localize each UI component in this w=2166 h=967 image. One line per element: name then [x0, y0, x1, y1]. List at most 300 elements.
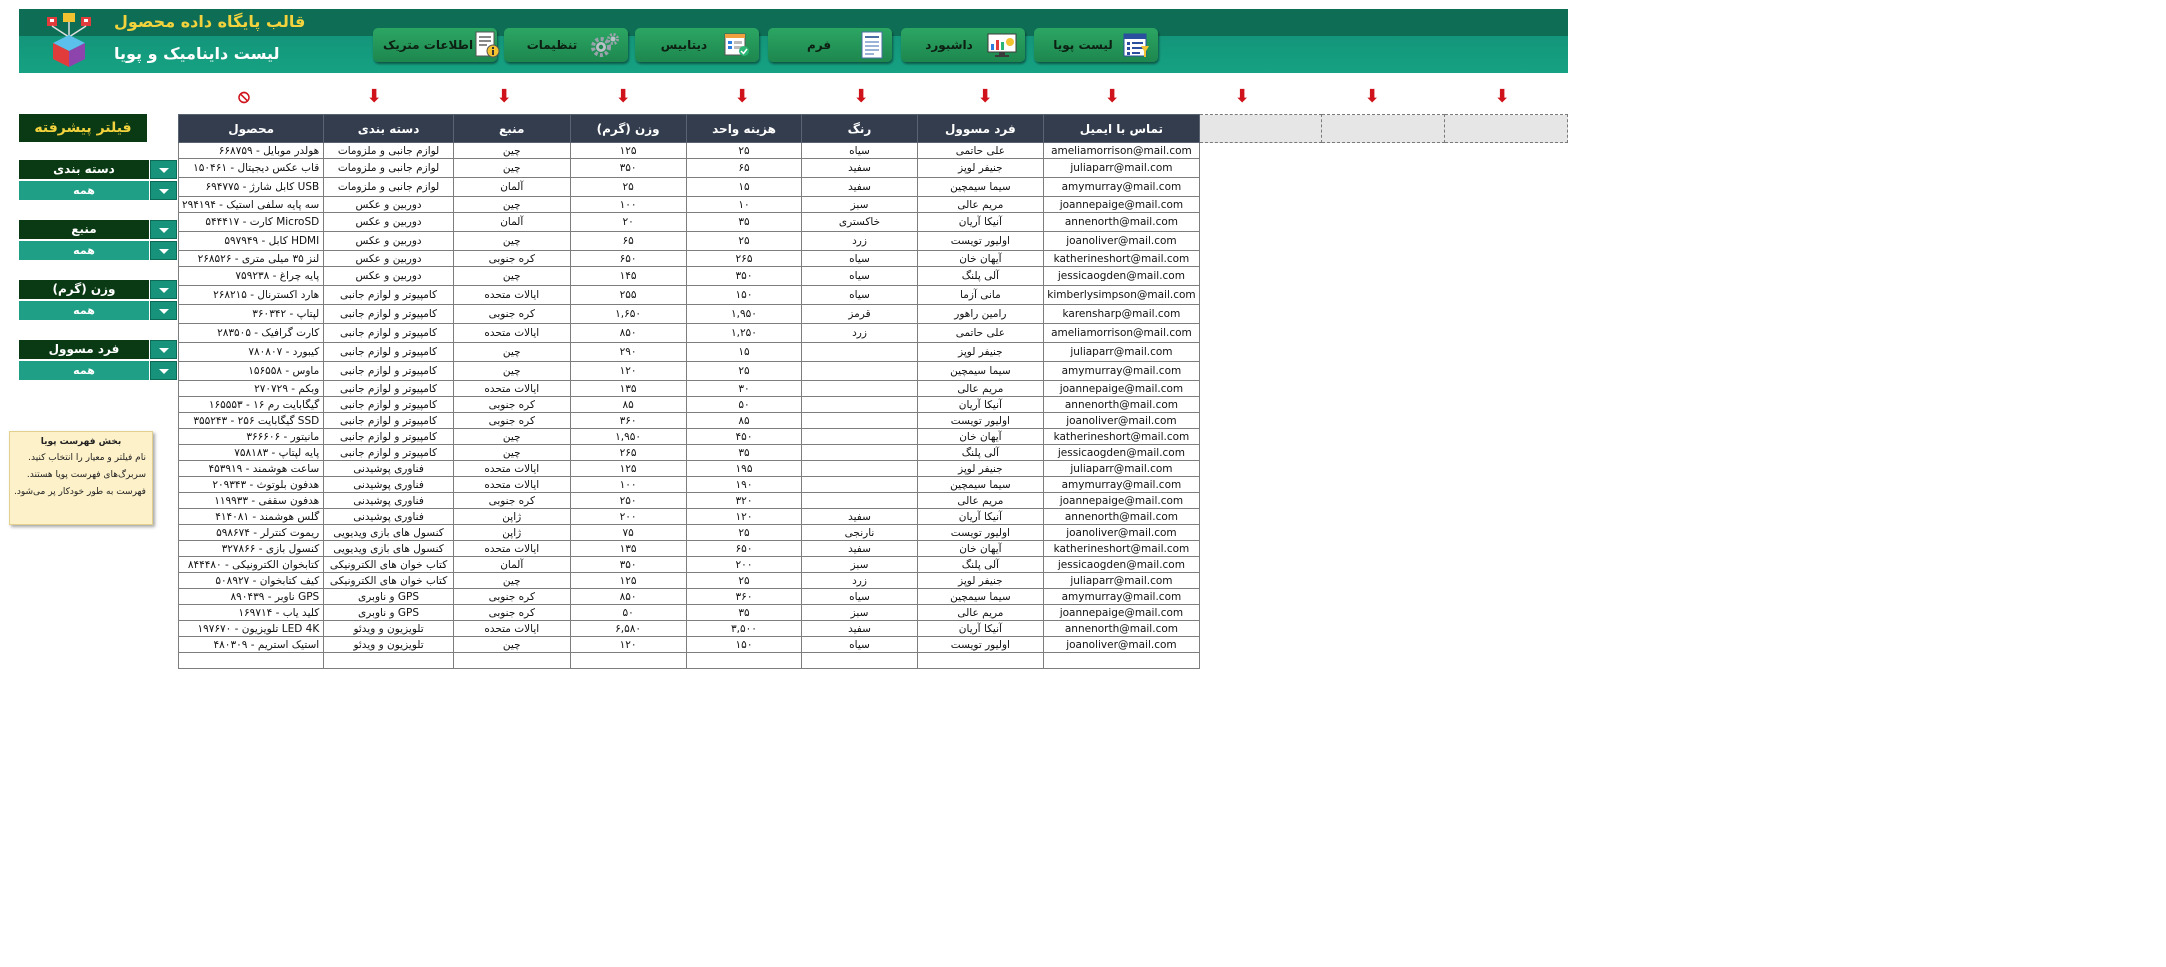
nav-button-dynamic-list[interactable] — [1034, 28, 1158, 62]
cell-email[interactable]: juliaparr@mail.com — [1044, 573, 1199, 589]
cell-owner[interactable]: مریم عالی — [917, 381, 1044, 397]
cell-email[interactable]: jessicaogden@mail.com — [1044, 445, 1199, 461]
table-row[interactable] — [179, 305, 1568, 324]
cell-source[interactable]: آلمان — [453, 178, 570, 197]
column-header-unit-cost[interactable]: هزینه واحد — [686, 115, 802, 143]
cell-source[interactable]: کره جنوبی — [453, 305, 570, 324]
cell-weight[interactable]: ۱۳۵ — [570, 381, 686, 397]
table-row[interactable] — [179, 429, 1568, 445]
cell-category[interactable]: GPS و ناوبری — [324, 605, 454, 621]
cell-color[interactable] — [802, 343, 917, 362]
cell-product[interactable]: لپتاپ - ۳۶۰۳۴۲ — [179, 305, 324, 324]
table-row[interactable] — [179, 477, 1568, 493]
cell-weight[interactable]: ۲۰ — [570, 213, 686, 232]
cell-source[interactable]: کره جنوبی — [453, 605, 570, 621]
filter-label-dropdown[interactable] — [150, 340, 177, 359]
cell-weight[interactable]: ۳۵۰ — [570, 557, 686, 573]
cell-unit-cost[interactable]: ۳۵۰ — [686, 267, 802, 286]
cell-weight[interactable]: ۶۵۰ — [570, 251, 686, 267]
cell-product[interactable]: کنسول بازی - ۳۲۷۸۶۶ — [179, 541, 324, 557]
table-row[interactable] — [179, 525, 1568, 541]
cell-owner[interactable]: آیهان خان — [917, 429, 1044, 445]
cell-category[interactable]: کنسول های بازی ویدیویی — [324, 525, 454, 541]
cell-owner[interactable]: جنیفر لوپز — [917, 159, 1044, 178]
cell-product[interactable]: ساعت هوشمند - ۴۵۳۹۱۹ — [179, 461, 324, 477]
cell-weight[interactable]: ۵۰ — [570, 605, 686, 621]
cell-email[interactable]: joannepaige@mail.com — [1044, 605, 1199, 621]
cell-category[interactable]: لوازم جانبی و ملزومات — [324, 143, 454, 159]
cell-product[interactable]: GPS ناوبر - ۸۹۰۴۳۹ — [179, 589, 324, 605]
cell-unit-cost[interactable]: ۱,۹۵۰ — [686, 305, 802, 324]
cell-owner[interactable]: جنیفر لوپز — [917, 573, 1044, 589]
cell-owner[interactable]: اولیور تویست — [917, 232, 1044, 251]
cell-email[interactable]: joannepaige@mail.com — [1044, 381, 1199, 397]
cell-source[interactable]: ایالات متحده — [453, 477, 570, 493]
cell-owner[interactable]: رامین راهور — [917, 305, 1044, 324]
column-arrow-icon[interactable]: ⬇ — [1104, 86, 1120, 107]
cell-owner[interactable]: آلی پلنگ — [917, 445, 1044, 461]
cell-owner[interactable]: اولیور تویست — [917, 413, 1044, 429]
cell-product[interactable]: پایه چراغ - ۷۵۹۲۳۸ — [179, 267, 324, 286]
cell-color[interactable]: سیاه — [802, 251, 917, 267]
no-filter-icon[interactable]: ⦸ — [238, 86, 250, 107]
cell-email[interactable]: kimberlysimpson@mail.com — [1044, 286, 1199, 305]
cell-unit-cost[interactable]: ۲۶۵ — [686, 251, 802, 267]
column-header-empty[interactable] — [1445, 115, 1568, 143]
table-row[interactable] — [179, 324, 1568, 343]
cell-product[interactable]: سه پایه سلفی استیک - ۲۹۴۱۹۴ — [179, 197, 324, 213]
cell-category[interactable]: تلویزیون و ویدئو — [324, 637, 454, 653]
cell-weight[interactable]: ۱۲۰ — [570, 637, 686, 653]
cell-owner[interactable]: علی حاتمی — [917, 324, 1044, 343]
cell-product[interactable]: USB کابل شارژ - ۶۹۴۷۷۵ — [179, 178, 324, 197]
cell-weight[interactable]: ۱۴۵ — [570, 267, 686, 286]
cell-color[interactable] — [802, 445, 917, 461]
cell-color[interactable]: سفید — [802, 509, 917, 525]
table-row[interactable] — [179, 178, 1568, 197]
cell-owner[interactable]: آنیکا آریان — [917, 509, 1044, 525]
column-arrow-icon[interactable]: ⬇ — [615, 86, 631, 107]
cell-color[interactable]: سیاه — [802, 637, 917, 653]
cell-email[interactable]: juliaparr@mail.com — [1044, 343, 1199, 362]
cell-empty[interactable] — [1044, 653, 1199, 669]
cell-owner[interactable]: آنیکا آریان — [917, 397, 1044, 413]
cell-owner[interactable]: مریم عالی — [917, 493, 1044, 509]
cell-weight[interactable]: ۲۶۵ — [570, 445, 686, 461]
cell-email[interactable]: annenorth@mail.com — [1044, 213, 1199, 232]
cell-source[interactable]: کره جنوبی — [453, 589, 570, 605]
cell-source[interactable]: ژاپن — [453, 509, 570, 525]
cell-weight[interactable]: ۱۲۰ — [570, 362, 686, 381]
cell-color[interactable]: زرد — [802, 232, 917, 251]
table-row[interactable] — [179, 213, 1568, 232]
cell-color[interactable] — [802, 477, 917, 493]
nav-button-dashboard[interactable] — [901, 28, 1025, 62]
cell-product[interactable]: گیگابایت رم ۱۶ - ۱۶۵۵۵۳ — [179, 397, 324, 413]
cell-source[interactable]: کره جنوبی — [453, 493, 570, 509]
column-arrow-icon[interactable]: ⬇ — [1364, 86, 1380, 107]
cell-category[interactable]: کتاب خوان های الکترونیکی — [324, 573, 454, 589]
cell-product[interactable]: وبکم - ۲۷۰۷۲۹ — [179, 381, 324, 397]
cell-category[interactable]: فناوری پوشیدنی — [324, 477, 454, 493]
cell-weight[interactable]: ۱,۹۵۰ — [570, 429, 686, 445]
cell-email[interactable]: joanoliver@mail.com — [1044, 413, 1199, 429]
cell-weight[interactable]: ۶,۵۸۰ — [570, 621, 686, 637]
column-header-empty[interactable] — [1199, 115, 1322, 143]
table-row[interactable] — [179, 605, 1568, 621]
filter-value-dropdown[interactable] — [150, 181, 177, 200]
cell-weight[interactable]: ۱۲۵ — [570, 143, 686, 159]
cell-category[interactable]: کامپیوتر و لوازم جانبی — [324, 324, 454, 343]
cell-email[interactable]: katherineshort@mail.com — [1044, 429, 1199, 445]
cell-email[interactable]: annenorth@mail.com — [1044, 509, 1199, 525]
column-header-category[interactable]: دسته بندی — [324, 115, 454, 143]
table-row[interactable] — [179, 397, 1568, 413]
cell-unit-cost[interactable]: ۱,۲۵۰ — [686, 324, 802, 343]
cell-owner[interactable]: مانی آزما — [917, 286, 1044, 305]
nav-button-metric-info[interactable] — [373, 28, 497, 62]
nav-button-settings[interactable] — [504, 28, 628, 62]
column-header-email[interactable]: تماس با ایمیل — [1044, 115, 1199, 143]
cell-source[interactable]: ایالات متحده — [453, 324, 570, 343]
nav-button-database[interactable] — [635, 28, 759, 62]
cell-empty[interactable] — [453, 653, 570, 669]
cell-email[interactable]: joanoliver@mail.com — [1044, 525, 1199, 541]
cell-weight[interactable]: ۱۲۵ — [570, 461, 686, 477]
cell-weight[interactable]: ۲۵۵ — [570, 286, 686, 305]
cell-category[interactable]: فناوری پوشیدنی — [324, 509, 454, 525]
cell-product[interactable]: قاب عکس دیجیتال - ۱۵۰۴۶۱ — [179, 159, 324, 178]
cell-source[interactable]: چین — [453, 159, 570, 178]
cell-category[interactable]: لوازم جانبی و ملزومات — [324, 159, 454, 178]
table-row[interactable] — [179, 197, 1568, 213]
cell-source[interactable]: چین — [453, 429, 570, 445]
cell-category[interactable]: کامپیوتر و لوازم جانبی — [324, 381, 454, 397]
cell-unit-cost[interactable]: ۳۰ — [686, 381, 802, 397]
cell-owner[interactable]: سیما سیمچین — [917, 589, 1044, 605]
table-row[interactable] — [179, 589, 1568, 605]
cell-category[interactable]: کامپیوتر و لوازم جانبی — [324, 413, 454, 429]
cell-email[interactable]: amymurray@mail.com — [1044, 362, 1199, 381]
column-header-empty[interactable] — [1322, 115, 1445, 143]
table-row[interactable] — [179, 143, 1568, 159]
cell-unit-cost[interactable]: ۶۵۰ — [686, 541, 802, 557]
cell-unit-cost[interactable]: ۲۵ — [686, 573, 802, 589]
cell-empty[interactable] — [179, 653, 324, 669]
cell-weight[interactable]: ۲۰۰ — [570, 509, 686, 525]
cell-source[interactable]: ایالات متحده — [453, 461, 570, 477]
cell-source[interactable]: چین — [453, 143, 570, 159]
cell-unit-cost[interactable]: ۱۹۵ — [686, 461, 802, 477]
cell-source[interactable]: ایالات متحده — [453, 541, 570, 557]
cell-owner[interactable]: آیهان خان — [917, 251, 1044, 267]
filter-value[interactable]: همه — [19, 241, 149, 260]
cell-product[interactable]: کیبورد - ۷۸۰۸۰۷ — [179, 343, 324, 362]
cell-product[interactable]: MicroSD کارت - ۵۴۴۴۱۷ — [179, 213, 324, 232]
cell-email[interactable]: joannepaige@mail.com — [1044, 493, 1199, 509]
cell-unit-cost[interactable]: ۲۰۰ — [686, 557, 802, 573]
cell-owner[interactable]: مریم عالی — [917, 197, 1044, 213]
cell-weight[interactable]: ۱۲۵ — [570, 573, 686, 589]
cell-unit-cost[interactable]: ۱۵ — [686, 178, 802, 197]
cell-color[interactable]: سیاه — [802, 143, 917, 159]
cell-category[interactable]: کامپیوتر و لوازم جانبی — [324, 362, 454, 381]
cell-owner[interactable]: آنیکا آریان — [917, 213, 1044, 232]
table-row[interactable] — [179, 251, 1568, 267]
cell-unit-cost[interactable]: ۳,۵۰۰ — [686, 621, 802, 637]
cell-product[interactable]: گلس هوشمند - ۴۱۴۰۸۱ — [179, 509, 324, 525]
cell-owner[interactable]: اولیور تویست — [917, 525, 1044, 541]
cell-owner[interactable]: سیما سیمچین — [917, 362, 1044, 381]
cell-unit-cost[interactable]: ۴۵۰ — [686, 429, 802, 445]
cell-unit-cost[interactable]: ۱۰ — [686, 197, 802, 213]
cell-source[interactable]: ایالات متحده — [453, 381, 570, 397]
cell-source[interactable]: ژاپن — [453, 525, 570, 541]
cell-empty[interactable] — [570, 653, 686, 669]
cell-unit-cost[interactable]: ۱۵۰ — [686, 637, 802, 653]
cell-source[interactable]: چین — [453, 232, 570, 251]
table-row[interactable] — [179, 267, 1568, 286]
cell-product[interactable]: کلید یاب - ۱۶۹۷۱۴ — [179, 605, 324, 621]
cell-owner[interactable]: سیما سیمچین — [917, 477, 1044, 493]
cell-color[interactable]: خاکستری — [802, 213, 917, 232]
cell-email[interactable]: juliaparr@mail.com — [1044, 461, 1199, 477]
cell-source[interactable]: آلمان — [453, 557, 570, 573]
cell-product[interactable]: کارت گرافیک - ۲۸۳۵۰۵ — [179, 324, 324, 343]
cell-source[interactable]: چین — [453, 343, 570, 362]
cell-category[interactable]: دوربین و عکس — [324, 213, 454, 232]
column-arrow-icon[interactable]: ⬇ — [977, 86, 993, 107]
filter-label-dropdown[interactable] — [150, 220, 177, 239]
cell-color[interactable]: نارنجی — [802, 525, 917, 541]
cell-unit-cost[interactable]: ۳۵ — [686, 213, 802, 232]
cell-source[interactable]: چین — [453, 362, 570, 381]
cell-category[interactable]: کنسول های بازی ویدیویی — [324, 541, 454, 557]
table-row[interactable] — [179, 362, 1568, 381]
cell-weight[interactable]: ۲۵ — [570, 178, 686, 197]
column-header-source[interactable]: منبع — [453, 115, 570, 143]
cell-email[interactable]: annenorth@mail.com — [1044, 397, 1199, 413]
cell-email[interactable]: katherineshort@mail.com — [1044, 541, 1199, 557]
cell-email[interactable]: karensharp@mail.com — [1044, 305, 1199, 324]
cell-product[interactable]: کیف کتابخوان - ۵۰۸۹۲۷ — [179, 573, 324, 589]
table-row-empty[interactable] — [179, 653, 1568, 669]
cell-product[interactable]: کتابخوان الکترونیکی - ۸۴۴۴۸۰ — [179, 557, 324, 573]
cell-category[interactable]: کامپیوتر و لوازم جانبی — [324, 397, 454, 413]
cell-weight[interactable]: ۸۵۰ — [570, 589, 686, 605]
cell-product[interactable]: پایه لپتاپ - ۷۵۸۱۸۳ — [179, 445, 324, 461]
cell-source[interactable]: چین — [453, 573, 570, 589]
filter-label-dropdown[interactable] — [150, 160, 177, 179]
column-arrow-icon[interactable]: ⬇ — [734, 86, 750, 107]
cell-category[interactable]: فناوری پوشیدنی — [324, 461, 454, 477]
cell-weight[interactable]: ۲۵۰ — [570, 493, 686, 509]
column-header-weight[interactable]: وزن (گرم) — [570, 115, 686, 143]
cell-email[interactable]: ameliamorrison@mail.com — [1044, 324, 1199, 343]
cell-email[interactable]: joanoliver@mail.com — [1044, 232, 1199, 251]
filter-value[interactable]: همه — [19, 181, 149, 200]
cell-owner[interactable]: آیهان خان — [917, 541, 1044, 557]
cell-category[interactable]: فناوری پوشیدنی — [324, 493, 454, 509]
cell-category[interactable]: دوربین و عکس — [324, 251, 454, 267]
table-row[interactable] — [179, 413, 1568, 429]
cell-color[interactable]: سبز — [802, 557, 917, 573]
cell-category[interactable]: دوربین و عکس — [324, 197, 454, 213]
cell-color[interactable]: سفید — [802, 178, 917, 197]
cell-unit-cost[interactable]: ۱۹۰ — [686, 477, 802, 493]
cell-color[interactable]: سفید — [802, 621, 917, 637]
cell-weight[interactable]: ۱۰۰ — [570, 477, 686, 493]
table-row[interactable] — [179, 461, 1568, 477]
cell-weight[interactable]: ۲۹۰ — [570, 343, 686, 362]
cell-weight[interactable]: ۶۵ — [570, 232, 686, 251]
cell-owner[interactable]: آلی پلنگ — [917, 557, 1044, 573]
cell-email[interactable]: ameliamorrison@mail.com — [1044, 143, 1199, 159]
cell-category[interactable]: دوربین و عکس — [324, 267, 454, 286]
cell-unit-cost[interactable]: ۲۵ — [686, 232, 802, 251]
cell-empty[interactable] — [802, 653, 917, 669]
cell-unit-cost[interactable]: ۲۵ — [686, 525, 802, 541]
cell-product[interactable]: هارد اکسترنال - ۲۶۸۲۱۵ — [179, 286, 324, 305]
cell-color[interactable] — [802, 381, 917, 397]
cell-source[interactable]: چین — [453, 197, 570, 213]
cell-email[interactable]: amymurray@mail.com — [1044, 589, 1199, 605]
cell-unit-cost[interactable]: ۳۵ — [686, 445, 802, 461]
cell-unit-cost[interactable]: ۲۵ — [686, 362, 802, 381]
cell-color[interactable] — [802, 413, 917, 429]
column-header-owner[interactable]: فرد مسوول — [917, 115, 1044, 143]
cell-owner[interactable]: جنیفر لوپز — [917, 343, 1044, 362]
filter-value-dropdown[interactable] — [150, 301, 177, 320]
cell-color[interactable]: زرد — [802, 324, 917, 343]
cell-color[interactable]: سفید — [802, 159, 917, 178]
cell-unit-cost[interactable]: ۸۵ — [686, 413, 802, 429]
cell-empty[interactable] — [917, 653, 1044, 669]
cell-owner[interactable]: جنیفر لوپز — [917, 461, 1044, 477]
filter-value-dropdown[interactable] — [150, 361, 177, 380]
cell-source[interactable]: ایالات متحده — [453, 621, 570, 637]
cell-owner[interactable]: مریم عالی — [917, 605, 1044, 621]
table-row[interactable] — [179, 509, 1568, 525]
column-arrow-icon[interactable]: ⬇ — [366, 86, 382, 107]
table-row[interactable] — [179, 621, 1568, 637]
cell-unit-cost[interactable]: ۱۵۰ — [686, 286, 802, 305]
cell-category[interactable]: کامپیوتر و لوازم جانبی — [324, 343, 454, 362]
cell-color[interactable] — [802, 461, 917, 477]
cell-unit-cost[interactable]: ۵۰ — [686, 397, 802, 413]
cell-color[interactable]: سیاه — [802, 589, 917, 605]
cell-source[interactable]: ایالات متحده — [453, 286, 570, 305]
column-arrow-icon[interactable]: ⬇ — [1234, 86, 1250, 107]
cell-category[interactable]: لوازم جانبی و ملزومات — [324, 178, 454, 197]
cell-category[interactable]: تلویزیون و ویدئو — [324, 621, 454, 637]
table-row[interactable] — [179, 493, 1568, 509]
column-arrow-icon[interactable]: ⬇ — [853, 86, 869, 107]
cell-product[interactable]: استیک استریم - ۴۸۰۳۰۹ — [179, 637, 324, 653]
cell-email[interactable]: jessicaogden@mail.com — [1044, 557, 1199, 573]
cell-unit-cost[interactable]: ۱۲۰ — [686, 509, 802, 525]
cell-owner[interactable]: آلی پلنگ — [917, 267, 1044, 286]
cell-weight[interactable]: ۷۵ — [570, 525, 686, 541]
column-arrow-icon[interactable]: ⬇ — [496, 86, 512, 107]
cell-color[interactable]: زرد — [802, 573, 917, 589]
cell-weight[interactable]: ۱۳۵ — [570, 541, 686, 557]
cell-owner[interactable]: سیما سیمچین — [917, 178, 1044, 197]
cell-empty[interactable] — [686, 653, 802, 669]
filter-value[interactable]: همه — [19, 301, 149, 320]
cell-email[interactable]: juliaparr@mail.com — [1044, 159, 1199, 178]
cell-color[interactable] — [802, 493, 917, 509]
cell-product[interactable]: لنز ۳۵ میلی متری - ۲۶۸۵۲۶ — [179, 251, 324, 267]
cell-category[interactable]: کامپیوتر و لوازم جانبی — [324, 445, 454, 461]
cell-category[interactable]: کامپیوتر و لوازم جانبی — [324, 429, 454, 445]
cell-weight[interactable]: ۸۵۰ — [570, 324, 686, 343]
cell-weight[interactable]: ۱۰۰ — [570, 197, 686, 213]
cell-email[interactable]: amymurray@mail.com — [1044, 477, 1199, 493]
table-row[interactable] — [179, 232, 1568, 251]
table-row[interactable] — [179, 343, 1568, 362]
cell-color[interactable]: سبز — [802, 605, 917, 621]
cell-unit-cost[interactable]: ۳۲۰ — [686, 493, 802, 509]
cell-source[interactable]: چین — [453, 267, 570, 286]
table-row[interactable] — [179, 541, 1568, 557]
filter-label-dropdown[interactable] — [150, 280, 177, 299]
cell-weight[interactable]: ۱,۶۵۰ — [570, 305, 686, 324]
filter-value-dropdown[interactable] — [150, 241, 177, 260]
cell-product[interactable]: ماوس - ۱۵۶۵۵۸ — [179, 362, 324, 381]
table-row[interactable] — [179, 637, 1568, 653]
cell-source[interactable]: آلمان — [453, 213, 570, 232]
cell-unit-cost[interactable]: ۳۵ — [686, 605, 802, 621]
cell-unit-cost[interactable]: ۳۶۰ — [686, 589, 802, 605]
cell-source[interactable]: کره جنوبی — [453, 413, 570, 429]
cell-color[interactable]: سیاه — [802, 286, 917, 305]
cell-product[interactable]: ریموت کنترلر - ۵۹۸۶۷۴ — [179, 525, 324, 541]
cell-weight[interactable]: ۸۵ — [570, 397, 686, 413]
cell-color[interactable] — [802, 362, 917, 381]
cell-color[interactable] — [802, 429, 917, 445]
column-header-product[interactable]: محصول — [179, 115, 324, 143]
table-row[interactable] — [179, 381, 1568, 397]
cell-empty[interactable] — [324, 653, 454, 669]
table-row[interactable] — [179, 573, 1568, 589]
cell-source[interactable]: کره جنوبی — [453, 397, 570, 413]
cell-source[interactable]: چین — [453, 637, 570, 653]
cell-unit-cost[interactable]: ۶۵ — [686, 159, 802, 178]
cell-product[interactable]: HDMI کابل - ۵۹۷۹۴۹ — [179, 232, 324, 251]
cell-category[interactable]: کامپیوتر و لوازم جانبی — [324, 286, 454, 305]
table-row[interactable] — [179, 445, 1568, 461]
cell-email[interactable]: katherineshort@mail.com — [1044, 251, 1199, 267]
cell-owner[interactable]: اولیور تویست — [917, 637, 1044, 653]
cell-email[interactable]: joanoliver@mail.com — [1044, 637, 1199, 653]
cell-product[interactable]: SSD گیگابایت ۲۵۶ - ۳۵۵۲۴۳ — [179, 413, 324, 429]
cell-category[interactable]: کامپیوتر و لوازم جانبی — [324, 305, 454, 324]
cell-source[interactable]: کره جنوبی — [453, 251, 570, 267]
cell-weight[interactable]: ۳۵۰ — [570, 159, 686, 178]
cell-category[interactable]: کتاب خوان های الکترونیکی — [324, 557, 454, 573]
table-row[interactable] — [179, 159, 1568, 178]
filter-value[interactable]: همه — [19, 361, 149, 380]
cell-unit-cost[interactable]: ۲۵ — [686, 143, 802, 159]
column-header-color[interactable]: رنگ — [802, 115, 917, 143]
cell-weight[interactable]: ۳۶۰ — [570, 413, 686, 429]
cell-email[interactable]: jessicaogden@mail.com — [1044, 267, 1199, 286]
cell-color[interactable]: سفید — [802, 541, 917, 557]
table-row[interactable] — [179, 557, 1568, 573]
column-arrow-icon[interactable]: ⬇ — [1494, 86, 1510, 107]
table-row[interactable] — [179, 286, 1568, 305]
